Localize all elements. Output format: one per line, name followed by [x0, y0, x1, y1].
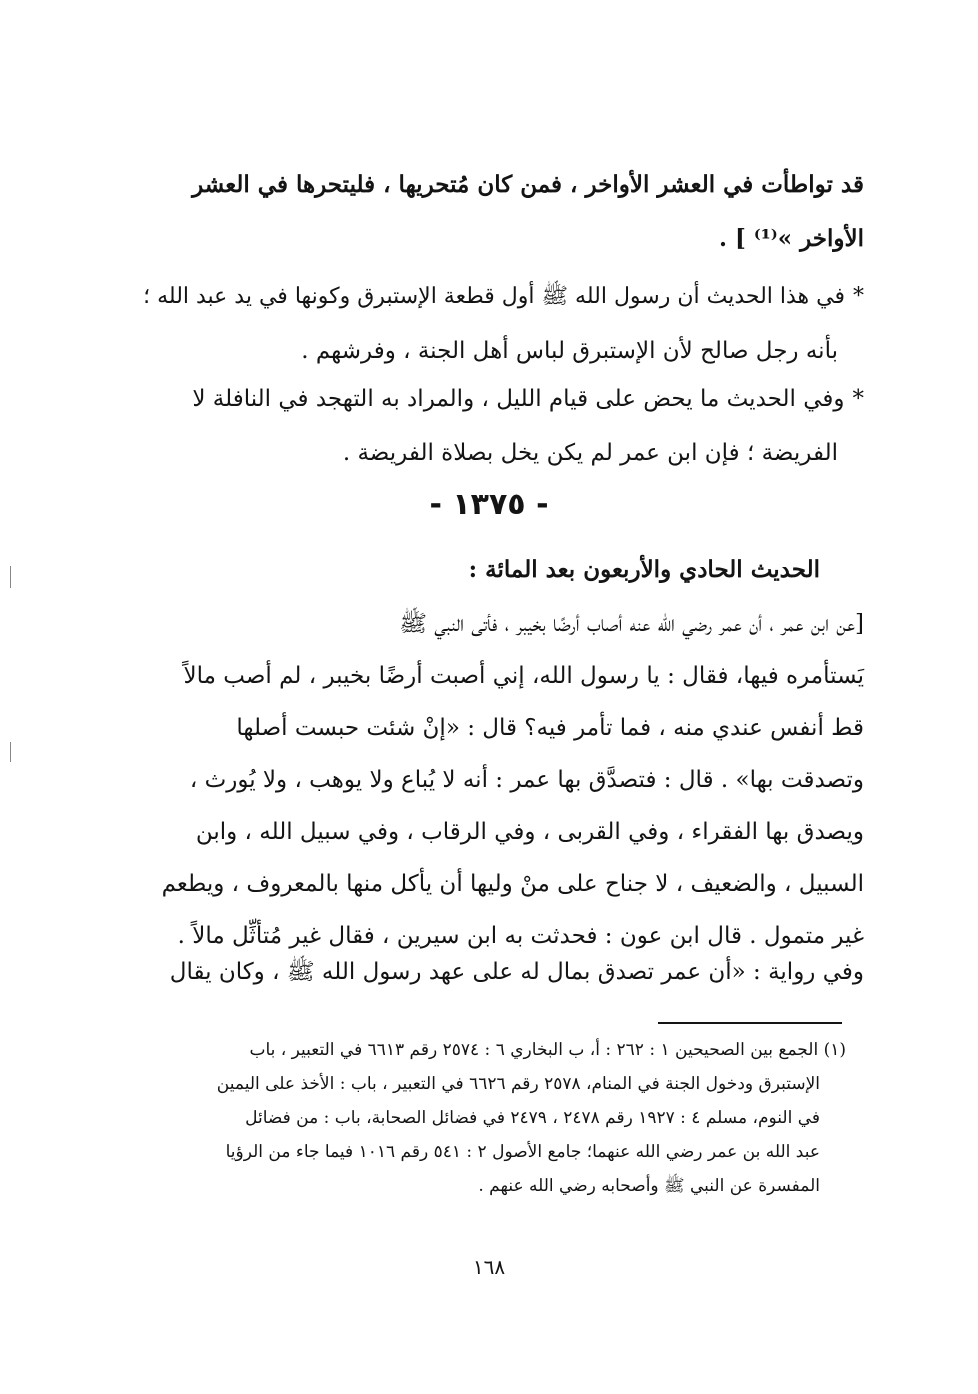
bullet-note: [140, 372, 864, 480]
bullet-line: بأنه رجل صالح لأن الإستبرق لباس أهل الجنة ، وفرشهم .: [301, 338, 838, 364]
footnote-line: (١) الجمع بين الصحيحين ١ : ٢٦٢ : أ، ب البخاري ٦ : ٢٥٧٤ رقم ٦٦١٣ في التعبير ، باب: [249, 1040, 846, 1060]
bullet-text: وفي الحديث ما يحض على قيام الليل ، والمراد به التهجد في النافلة لا: [192, 386, 845, 412]
scan-margin-mark: [10, 566, 11, 588]
continuation-paragraph: [140, 158, 864, 266]
footnotes: [140, 1033, 846, 1203]
text-line: وفي رواية : «أن عمر تصدق بمال له على عهد رسول الله ﷺ ، وكان يقال: [169, 959, 864, 985]
page-number: ١٦٨: [472, 1255, 506, 1279]
text-line: يَستأمره فيها، فقال : يا رسول الله، إني أصبت أرضًا بخيبر ، لم أصب مالاً: [183, 663, 864, 689]
footnote-line: في النوم، مسلم ٤ : ١٩٢٧ رقم ٢٤٧٨ ، ٢٤٧٩ في فضائل الصحابة، باب : من فضائل: [245, 1108, 820, 1128]
asterisk-icon: *: [852, 386, 864, 412]
text-line: وتصدقت بها» . قال : فتصدَّق بها عمر : أنه لا يُباع ولا يوهب ، ولا يُورث ،: [189, 767, 864, 793]
text-line: [عن ابن عمر ، أن عمر رضي الله عنه أصاب أرضًا بخيبر ، فأتى النبي ﷺ: [399, 611, 864, 637]
text-line: قط أنفس عندي منه ، فما تأمر فيه؟ قال : «إنْ شئت حبست أصلها: [236, 715, 864, 741]
text-line: قد تواطأت في العشر الأواخر ، فمن كان مُتحريها ، فليتحرها في العشر: [192, 171, 864, 198]
footnote-line: الإستبرق ودخول الجنة في المنام، ٢٥٧٨ رقم ٦٦٢٦ في التعبير ، باب : الأخذ على اليمين: [216, 1074, 820, 1094]
bullet-line: [140, 270, 864, 324]
bullet-line: [140, 372, 864, 426]
asterisk-icon: *: [853, 284, 864, 309]
footnote-divider: [658, 1022, 842, 1024]
text-line: ويصدق بها الفقراء ، وفي القربى ، وفي الرقاب ، وفي سبيل الله ، وابن: [195, 819, 864, 845]
footnote-line: المفسرة عن النبي ﷺ وأصحابه رضي الله عنهم .: [478, 1176, 820, 1196]
text-line: السبيل ، والضعيف ، لا جناح على منْ وليها أن يأكل منها بالمعروف ، ويطعم: [161, 871, 864, 897]
hadith-heading: الحديث الحادي والأربعون بعد المائة :: [468, 556, 820, 583]
bullet-text: في هذا الحديث أن رسول الله ﷺ أول قطعة الإستبرق وكونها في يد عبد الله ؛: [143, 284, 845, 309]
hadith-body: [140, 598, 864, 962]
text-line: الأواخر »⁽¹⁾ ] .: [719, 225, 864, 252]
riwaya-paragraph: [140, 945, 864, 999]
bullet-note: [140, 270, 864, 378]
scan-margin-mark: [10, 742, 11, 762]
hadith-number: - ١٣٧٥ -: [429, 487, 549, 522]
text-line: غير متمول . قال ابن عون : فحدثت به ابن سيرين ، فقال غير مُتأثِّل مالاً .: [177, 923, 864, 949]
footnote-line: عبد الله بن عمر رضي الله عنهما؛ جامع الأصول ٢ : ٥٤١ رقم ١٠١٦ فيما جاء من الرؤيا: [225, 1142, 820, 1162]
bullet-line: الفريضة ؛ فإن ابن عمر لم يكن يخل بصلاة الفريضة .: [342, 440, 838, 466]
